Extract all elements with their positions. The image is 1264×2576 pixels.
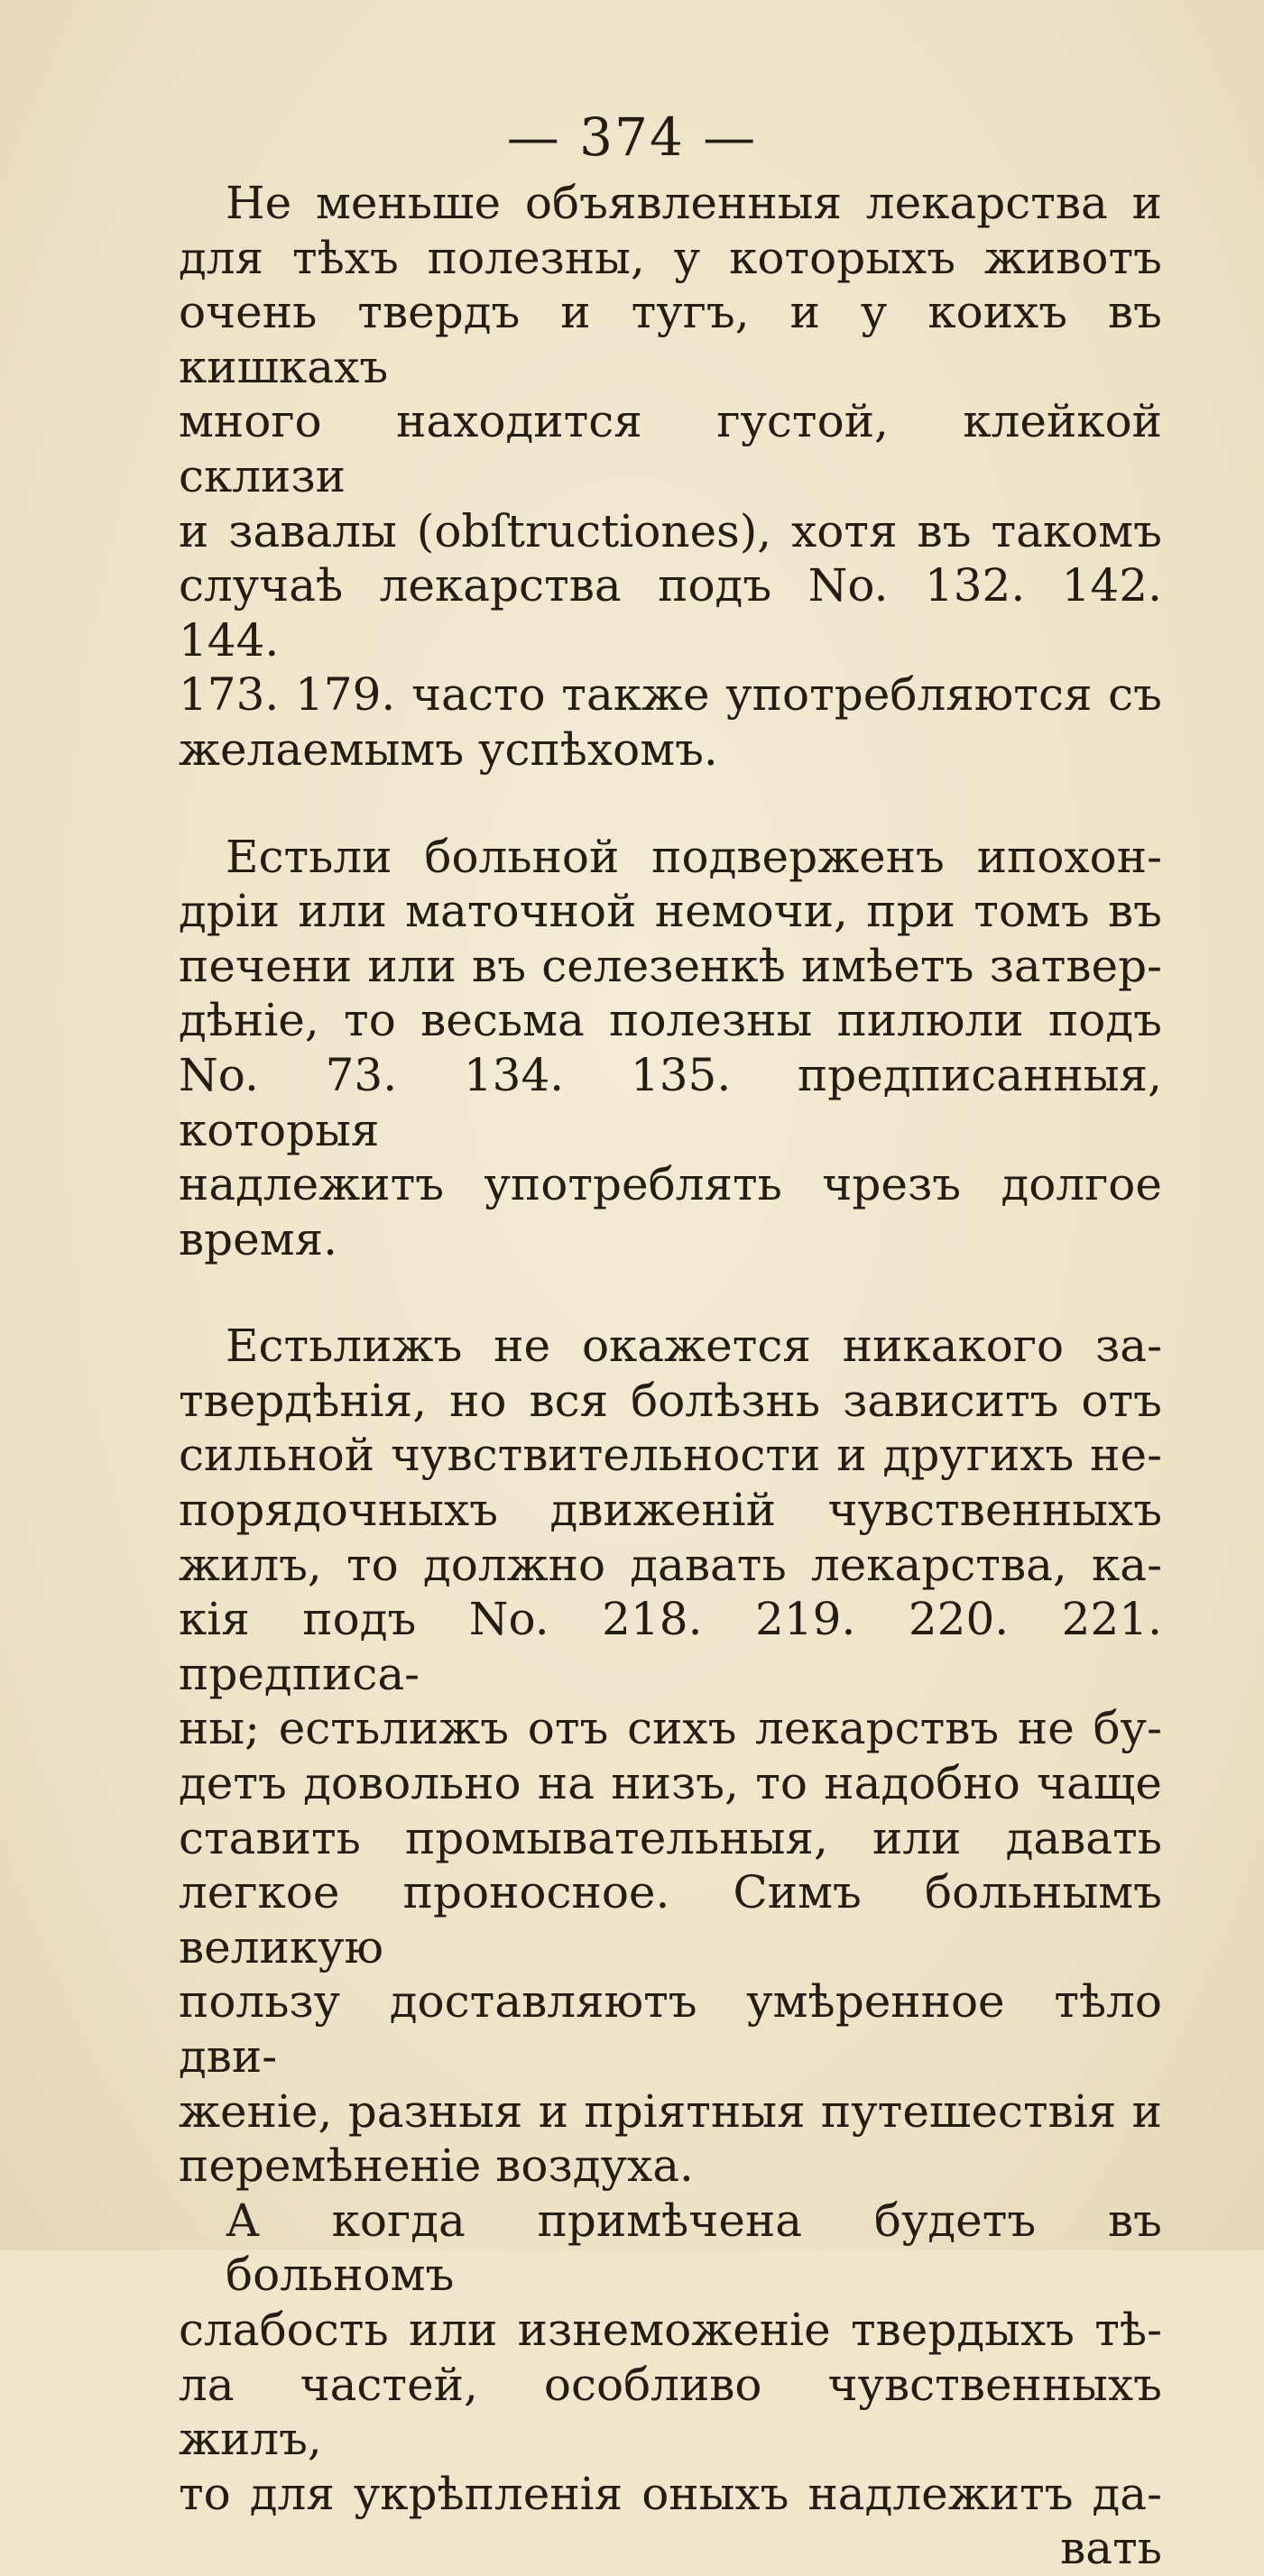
- text-line: А когда примѣчена будетъ въ больномъ: [226, 2194, 1162, 2302]
- text-line: твердѣнія, но вся болѣзнь зависитъ отъ: [179, 1374, 1162, 1427]
- paragraph-4: [179, 2194, 1162, 2522]
- paragraph-2: [179, 830, 1162, 1267]
- text-line: для тѣхъ полезны, у которыхъ животъ: [179, 231, 1162, 284]
- text-line: Естьли больной подверженъ ипохон-: [226, 830, 1162, 883]
- text-line: Не меньше объявленныя лекарства и: [226, 177, 1162, 229]
- text-line: ла частей, особливо чувственныхъ жилъ,: [179, 2358, 1162, 2466]
- text-line: легкое проносное. Симъ больнымъ великую: [179, 1866, 1162, 1973]
- text-line: желаемымъ успѣхомъ.: [179, 722, 718, 776]
- text-line: сильной чувствительности и другихъ не-: [179, 1429, 1162, 1482]
- text-line: слабость или изнеможеніе твердыхъ тѣ-: [179, 2303, 1162, 2356]
- paragraph-3: [179, 1319, 1162, 2194]
- text-line: время.: [179, 1212, 338, 1265]
- text-line: женіе, разныя и пріятныя путешествія и: [179, 2084, 1162, 2138]
- catchword: вать: [1060, 2522, 1162, 2575]
- text-line: много находится густой, клейкой склизи: [179, 395, 1162, 502]
- page-number: — 374 —: [506, 106, 758, 168]
- text-line: надлежитъ употреблять чрезъ долгое: [179, 1158, 1162, 1211]
- text-line: No. 73. 134. 135. предписанныя, которыя: [179, 1048, 1162, 1156]
- text-line: и завалы (obſtructiones), хотя въ такомъ: [179, 504, 1162, 557]
- text-line: то для укрѣпленія оныхъ надлежитъ да-: [179, 2467, 1162, 2520]
- text-line: печени или въ селезенкѣ имѣетъ затвер-: [179, 939, 1162, 992]
- text-line: кія подъ No. 218. 219. 220. 221. предписа-: [179, 1593, 1162, 1700]
- text-line: жилъ, то должно давать лекарства, ка-: [179, 1538, 1162, 1591]
- text-line: очень твердъ и тугъ, и у коихъ въ кишкахъ: [179, 286, 1162, 393]
- text-line: 173. 179. часто также употребляются съ: [179, 668, 1162, 722]
- paragraph-1: [179, 176, 1162, 777]
- text-line: перемѣненіе воздуха.: [179, 2139, 694, 2193]
- text-line: дріи или маточной немочи, при томъ въ: [179, 885, 1162, 938]
- text-line: Естьлижъ не окажется никакого за-: [226, 1320, 1162, 1373]
- body-text: [179, 176, 1162, 2576]
- text-line: ставить промывательныя, или давать: [179, 1811, 1162, 1864]
- text-line: случаѣ лекарства подъ No. 132. 142. 144.: [179, 559, 1162, 667]
- text-line: порядочныхъ движеній чувственныхъ: [179, 1484, 1162, 1537]
- text-line: ны; естьлижъ отъ сихъ лекарствъ не бу-: [179, 1702, 1162, 1755]
- text-line: детъ довольно на низъ, то надобно чаще: [179, 1757, 1162, 1810]
- text-line: пользу доставляютъ умѣренное тѣло дви-: [179, 1975, 1162, 2083]
- text-line: дѣніе, то весьма полезны пилюли подъ: [179, 994, 1162, 1047]
